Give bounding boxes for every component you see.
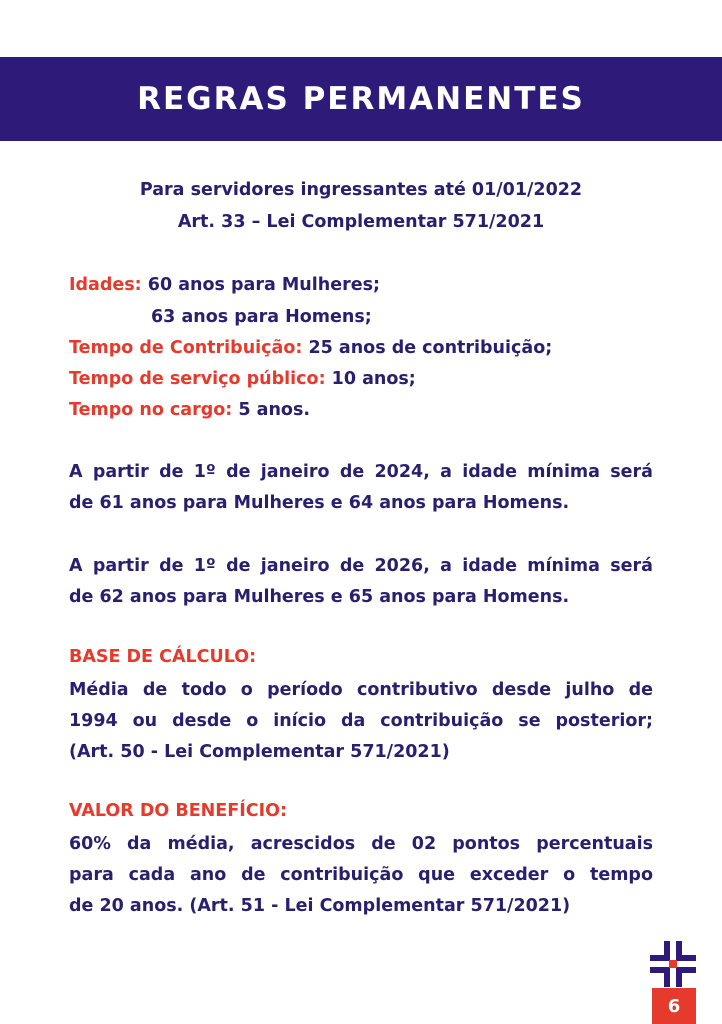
rule-2024-line2: de 61 anos para Mulheres e 64 anos para Homens.	[69, 493, 570, 513]
contribution-label: Tempo de Contribuição:	[69, 338, 303, 358]
public-service-value: 10 anos;	[331, 369, 416, 389]
ages-women: 60 anos para Mulheres;	[147, 275, 380, 295]
public-service-label: Tempo de serviço público:	[69, 369, 326, 389]
position-row	[69, 400, 310, 420]
contribution-row	[69, 338, 552, 358]
calculation-base-line3: (Art. 50 - Lei Complementar 571/2021)	[69, 742, 450, 762]
benefit-value-line3: de 20 anos. (Art. 51 - Lei Complementar 571/2021)	[69, 896, 571, 916]
page-title: REGRAS PERMANENTES	[137, 81, 585, 117]
rule-2024-line1: A partir de 1º de janeiro de 2024, a idade mínima será	[69, 462, 653, 482]
page-number: 6	[667, 995, 681, 1017]
ages-row	[69, 275, 380, 295]
ages-men: 63 anos para Homens;	[151, 307, 372, 327]
benefit-value-line1: 60% da média, acrescidos de 02 pontos percentuais	[69, 834, 653, 854]
header-banner	[0, 57, 722, 141]
rule-2026-line2: de 62 anos para Mulheres e 65 anos para Homens.	[69, 587, 570, 607]
position-label: Tempo no cargo:	[69, 400, 233, 420]
position-value: 5 anos.	[238, 400, 311, 420]
cross-logo-icon	[650, 941, 696, 987]
contribution-value: 25 anos de contribuição;	[308, 338, 553, 358]
ages-label: Idades:	[69, 275, 142, 295]
rule-2024-paragraph	[69, 457, 653, 519]
benefit-value-heading: VALOR DO BENEFÍCIO:	[69, 801, 287, 821]
public-service-row	[69, 369, 416, 389]
benefit-value-paragraph	[69, 829, 653, 922]
rule-2026-line1: A partir de 1º de janeiro de 2026, a idade mínima será	[69, 556, 653, 576]
page-number-badge	[652, 988, 696, 1024]
calculation-base-heading: BASE DE CÁLCULO:	[69, 647, 257, 667]
rule-2026-paragraph	[69, 551, 653, 613]
benefit-value-line2: para cada ano de contribuição que exceder o tempo	[69, 865, 653, 885]
intro-audience: Para servidores ingressantes até 01/01/2022	[139, 180, 583, 200]
calculation-base-paragraph	[69, 675, 653, 768]
calculation-base-line1: Média de todo o período contributivo desde julho de	[69, 680, 653, 700]
calculation-base-line2: 1994 ou desde o início da contribuição se posterior;	[69, 711, 653, 731]
intro-article: Art. 33 – Lei Complementar 571/2021	[177, 212, 545, 232]
